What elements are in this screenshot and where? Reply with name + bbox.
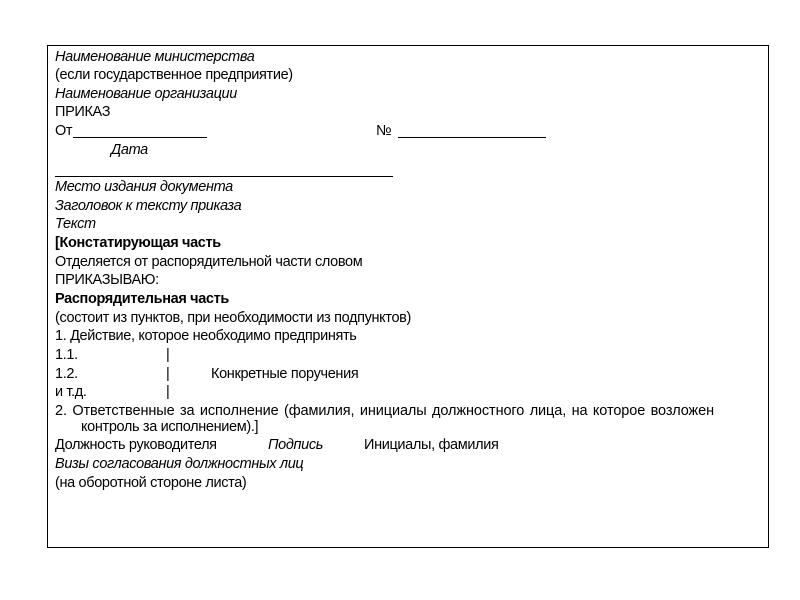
place: Место издания документа	[55, 179, 233, 195]
item-1: 1. Действие, которое необходимо предпринять	[55, 328, 357, 344]
sub-item: 1.2.	[55, 366, 78, 382]
bar: |	[166, 384, 170, 400]
sub-item: и т.д.	[55, 384, 87, 400]
bar: |	[166, 366, 170, 382]
ministry-name: Наименование министерства	[55, 49, 255, 65]
ministry-note: (если государственное предприятие)	[55, 67, 293, 83]
item-2-line-2: контроль за исполнением).]	[81, 419, 259, 435]
date-label: Дата	[111, 142, 148, 158]
ascertaining-part: [Констатирующая часть	[55, 235, 221, 251]
item-2-line-1: 2. Ответственные за исполнение (фамилия, инициалы должностного лица, на которое возложен	[55, 403, 715, 419]
order-word: ПРИКАЗЫВАЮ:	[55, 272, 159, 288]
signature: Подпись	[268, 437, 324, 453]
administrative-part: Распорядительная часть	[55, 291, 229, 307]
doc-type: ПРИКАЗ	[55, 104, 111, 120]
initials: Инициалы, фамилия	[364, 437, 499, 453]
head-position: Должность руководителя	[55, 437, 217, 453]
specific-orders: Конкретные поручения	[211, 366, 359, 382]
number-underline	[398, 137, 546, 138]
separated-note: Отделяется от распорядительной части словом	[55, 254, 363, 270]
sub-item: 1.1.	[55, 347, 78, 363]
text-label: Текст	[55, 216, 96, 232]
administrative-note: (состоит из пунктов, при необходимости из подпунктов)	[55, 310, 411, 326]
separator-line	[55, 176, 393, 177]
number-label: №	[376, 123, 392, 139]
from-label: От	[55, 123, 73, 139]
heading: Заголовок к тексту приказа	[55, 198, 242, 214]
visas-note: (на оборотной стороне листа)	[55, 475, 247, 491]
bar: |	[166, 347, 170, 363]
organization-name: Наименование организации	[55, 86, 237, 102]
visas: Визы согласования должностных лиц	[55, 456, 304, 472]
date-underline	[73, 137, 207, 138]
